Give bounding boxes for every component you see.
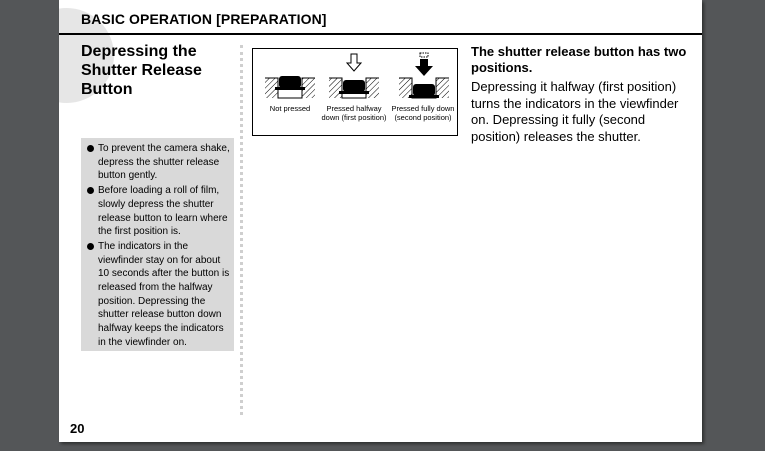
title-line-1: Depressing the <box>81 43 197 60</box>
note-item <box>87 184 230 239</box>
caption-pressed-halfway: Pressed halfway down (first position) <box>321 104 387 122</box>
caption-pressed-fully: Pressed fully down (second position) <box>391 104 455 122</box>
bullet-icon <box>87 243 94 250</box>
column-divider <box>240 45 243 415</box>
note-item <box>87 142 230 183</box>
header-rule <box>59 33 702 35</box>
note-text: Before loading a roll of film, slowly depress the shutter release button to learn where the first position is. <box>98 185 228 238</box>
manual-page <box>59 0 702 442</box>
filled-arrow-icon <box>415 53 433 76</box>
pressed-fully-illustration <box>399 53 449 98</box>
page-number: 20 <box>70 421 85 436</box>
note-text: To prevent the camera shake, depress the shutter release button gently. <box>98 143 230 182</box>
notes-box <box>81 138 234 351</box>
pressed-halfway-illustration <box>329 54 379 98</box>
body-heading: The shutter release button has two positions. <box>471 44 687 75</box>
shutter-diagram <box>253 49 459 137</box>
section-header: BASIC OPERATION [PREPARATION] <box>81 11 327 27</box>
bullet-icon <box>87 187 94 194</box>
note-text: The indicators in the viewfinder stay on for about 10 seconds after the button is released from the halfway position. Depressing the shutter release button down halfway keeps the indicators in the viewfinder on. <box>98 240 230 348</box>
outline-arrow-icon <box>347 54 361 71</box>
shutter-positions-figure <box>252 48 458 136</box>
title-line-3: Button <box>81 81 133 98</box>
bullet-icon <box>87 145 94 152</box>
page-title <box>81 42 202 99</box>
not-pressed-illustration <box>265 76 315 98</box>
note-item <box>87 240 230 350</box>
caption-not-pressed: Not pressed <box>269 104 311 113</box>
title-line-2: Shutter Release <box>81 62 202 79</box>
body-text: Depressing it halfway (first position) turns the indicators in the viewfinder on. Depressing it fully (second position) releases the shutter. <box>471 79 679 144</box>
